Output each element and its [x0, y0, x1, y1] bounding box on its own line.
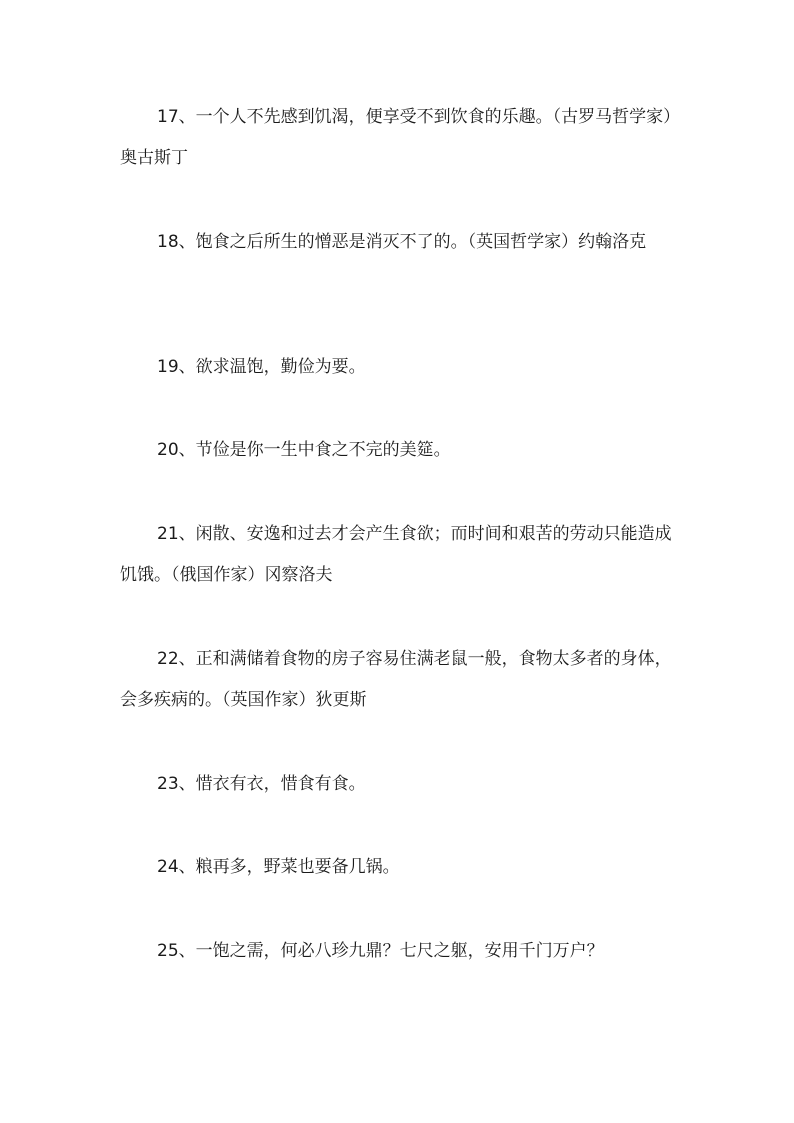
- quote-text: 、欲求温饱，勤俭为要。: [178, 357, 366, 377]
- quote-number: 20: [157, 440, 179, 460]
- quote-number: 25: [157, 941, 179, 961]
- quote-text: 、一个人不先感到饥渴，便享受不到饮食的乐趣。（古罗马哲学家）奥古斯丁: [120, 107, 672, 168]
- quote-19: [120, 347, 676, 388]
- quote-number: 21: [157, 524, 179, 544]
- quote-number: 17: [157, 107, 179, 127]
- quote-25: [120, 931, 676, 972]
- quote-17: [120, 97, 676, 179]
- quote-number: 23: [157, 774, 179, 794]
- quote-text: 、惜衣有衣，惜食有食。: [178, 774, 366, 794]
- quote-text: 、闲散、安逸和过去才会产生食欲；而时间和艰苦的劳动只能造成饥饿。（俄国作家）冈察洛夫: [120, 524, 672, 585]
- quote-22: [120, 639, 676, 721]
- quote-text: 、饱食之后所生的憎恶是消灭不了的。（英国哲学家）约翰洛克: [178, 232, 647, 252]
- quote-text: 、正和满储着食物的房子容易住满老鼠一般，食物太多者的身体，会多疾病的。（英国作家）狄更斯: [120, 649, 672, 710]
- quote-24: [120, 847, 676, 888]
- quote-number: 24: [157, 857, 179, 877]
- quote-text: 、一饱之需，何必八珍九鼎？七尺之躯，安用千门万户？: [178, 941, 604, 961]
- quote-23: [120, 764, 676, 805]
- quote-number: 18: [157, 232, 179, 252]
- quote-text: 、节俭是你一生中食之不完的美筵。: [178, 440, 451, 460]
- quote-21: [120, 514, 676, 596]
- quote-number: 19: [157, 357, 179, 377]
- quote-20: [120, 430, 676, 471]
- quote-text: 、粮再多，野菜也要备几锅。: [178, 857, 400, 877]
- quote-18: [120, 222, 676, 263]
- quote-number: 22: [157, 649, 179, 669]
